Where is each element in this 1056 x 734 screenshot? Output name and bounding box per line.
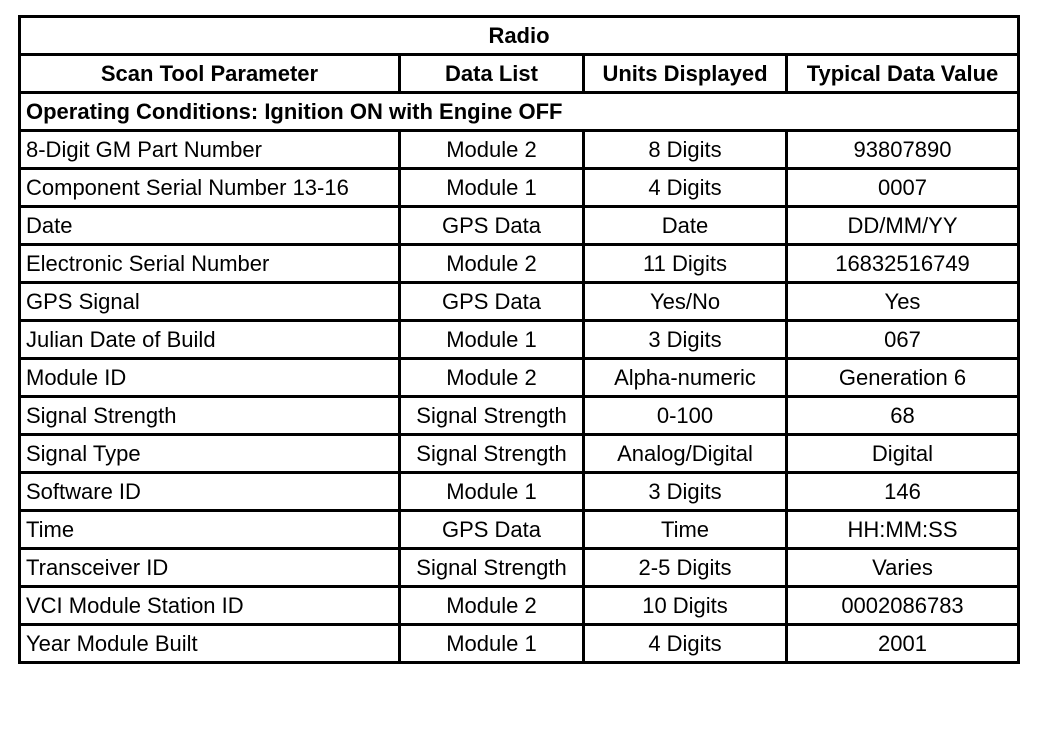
operating-conditions: Operating Conditions: Ignition ON with Engine OFF: [20, 93, 1019, 131]
cell-parameter: GPS Signal: [20, 283, 400, 321]
table-row: [20, 473, 1019, 511]
cell-units: 10 Digits: [584, 587, 787, 625]
table-row: [20, 131, 1019, 169]
table-row: [20, 511, 1019, 549]
condition-row: [20, 93, 1019, 131]
cell-units: Alpha-numeric: [584, 359, 787, 397]
cell-typical-value: 68: [787, 397, 1019, 435]
cell-data-list: Signal Strength: [400, 397, 584, 435]
cell-units: Time: [584, 511, 787, 549]
cell-units: Date: [584, 207, 787, 245]
cell-units: 8 Digits: [584, 131, 787, 169]
cell-units: 11 Digits: [584, 245, 787, 283]
header-units-displayed: Units Displayed: [584, 55, 787, 93]
header-typical-data-value: Typical Data Value: [787, 55, 1019, 93]
cell-parameter: Signal Strength: [20, 397, 400, 435]
cell-parameter: Software ID: [20, 473, 400, 511]
cell-units: 0-100: [584, 397, 787, 435]
cell-parameter: Module ID: [20, 359, 400, 397]
cell-parameter: Electronic Serial Number: [20, 245, 400, 283]
cell-data-list: Module 1: [400, 625, 584, 663]
table-row: [20, 359, 1019, 397]
cell-data-list: Signal Strength: [400, 435, 584, 473]
cell-parameter: Signal Type: [20, 435, 400, 473]
cell-parameter: Julian Date of Build: [20, 321, 400, 359]
cell-units: Analog/Digital: [584, 435, 787, 473]
table-row: [20, 435, 1019, 473]
table-body: [20, 17, 1019, 663]
cell-typical-value: 0007: [787, 169, 1019, 207]
cell-data-list: Module 2: [400, 359, 584, 397]
cell-typical-value: Varies: [787, 549, 1019, 587]
header-data-list: Data List: [400, 55, 584, 93]
cell-parameter: Date: [20, 207, 400, 245]
cell-units: 4 Digits: [584, 625, 787, 663]
cell-data-list: Module 1: [400, 473, 584, 511]
table-row: [20, 321, 1019, 359]
cell-typical-value: 0002086783: [787, 587, 1019, 625]
cell-typical-value: HH:MM:SS: [787, 511, 1019, 549]
cell-parameter: Year Module Built: [20, 625, 400, 663]
cell-data-list: GPS Data: [400, 207, 584, 245]
cell-typical-value: Generation 6: [787, 359, 1019, 397]
cell-parameter: Transceiver ID: [20, 549, 400, 587]
table-row: [20, 587, 1019, 625]
cell-typical-value: 93807890: [787, 131, 1019, 169]
cell-data-list: GPS Data: [400, 511, 584, 549]
cell-units: Yes/No: [584, 283, 787, 321]
header-scan-tool-parameter: Scan Tool Parameter: [20, 55, 400, 93]
cell-units: 3 Digits: [584, 321, 787, 359]
cell-typical-value: DD/MM/YY: [787, 207, 1019, 245]
cell-units: 2-5 Digits: [584, 549, 787, 587]
cell-units: 3 Digits: [584, 473, 787, 511]
cell-typical-value: 067: [787, 321, 1019, 359]
table-title: Radio: [20, 17, 1019, 55]
cell-typical-value: 2001: [787, 625, 1019, 663]
table-row: [20, 283, 1019, 321]
cell-data-list: Module 1: [400, 169, 584, 207]
cell-data-list: Signal Strength: [400, 549, 584, 587]
cell-parameter: Time: [20, 511, 400, 549]
cell-data-list: GPS Data: [400, 283, 584, 321]
title-row: [20, 17, 1019, 55]
cell-data-list: Module 1: [400, 321, 584, 359]
cell-parameter: Component Serial Number 13-16: [20, 169, 400, 207]
table-row: [20, 397, 1019, 435]
cell-data-list: Module 2: [400, 587, 584, 625]
cell-units: 4 Digits: [584, 169, 787, 207]
radio-data-table: [18, 15, 1020, 664]
cell-data-list: Module 2: [400, 245, 584, 283]
cell-typical-value: Digital: [787, 435, 1019, 473]
cell-parameter: 8-Digit GM Part Number: [20, 131, 400, 169]
table-row: [20, 549, 1019, 587]
cell-typical-value: 16832516749: [787, 245, 1019, 283]
cell-parameter: VCI Module Station ID: [20, 587, 400, 625]
table-row: [20, 625, 1019, 663]
cell-data-list: Module 2: [400, 131, 584, 169]
table-row: [20, 169, 1019, 207]
cell-typical-value: 146: [787, 473, 1019, 511]
cell-typical-value: Yes: [787, 283, 1019, 321]
table-row: [20, 245, 1019, 283]
header-row: [20, 55, 1019, 93]
table-row: [20, 207, 1019, 245]
